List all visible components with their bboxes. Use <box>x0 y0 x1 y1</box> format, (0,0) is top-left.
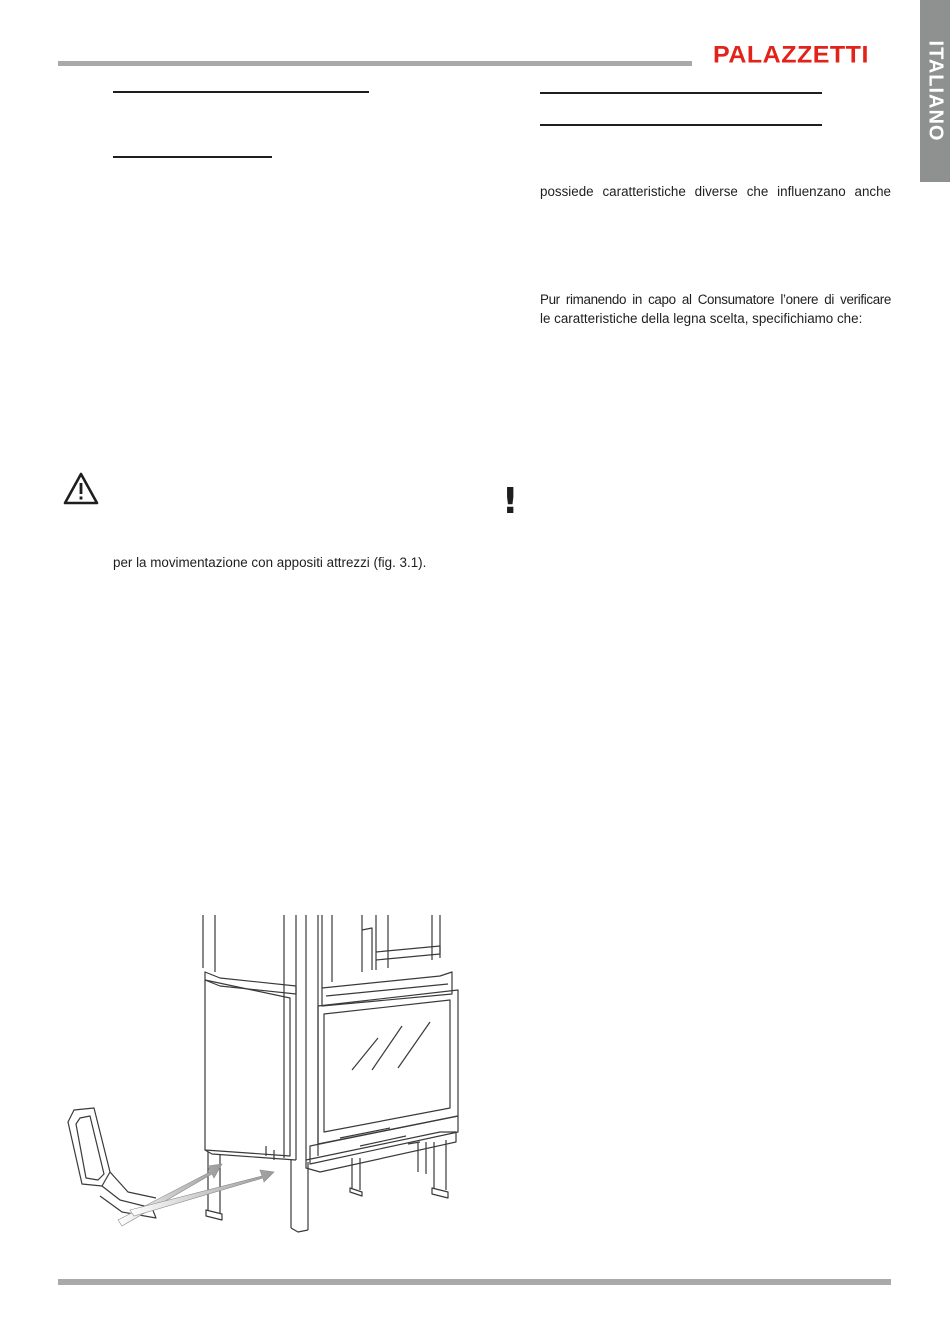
footer-rule <box>58 1279 891 1285</box>
body-text-line: per la movimentazione con appositi attrezzi (fig. 3.1). <box>113 555 427 570</box>
fireplace-transport-illustration <box>60 910 470 1250</box>
warning-triangle-icon <box>63 472 99 506</box>
language-tab <box>920 0 950 182</box>
notice-exclamation-icon: ! <box>502 481 519 522</box>
heading-rule-right-2 <box>540 124 822 126</box>
header-rule <box>58 61 692 66</box>
brand-logo: PALAZZETTI <box>713 41 869 69</box>
heading-rule-left-2 <box>113 156 272 158</box>
body-text-line: possiede caratteristiche diverse che influenzano anche <box>540 184 891 199</box>
heading-rule-left-1 <box>113 91 369 93</box>
language-label: ITALIANO <box>924 40 947 142</box>
body-text-line: le caratteristiche della legna scelta, specifichiamo che: <box>540 311 863 326</box>
body-text-line: Pur rimanendo in capo al Consumatore l’onere di verificare <box>540 292 891 307</box>
heading-rule-right-1 <box>540 92 822 94</box>
